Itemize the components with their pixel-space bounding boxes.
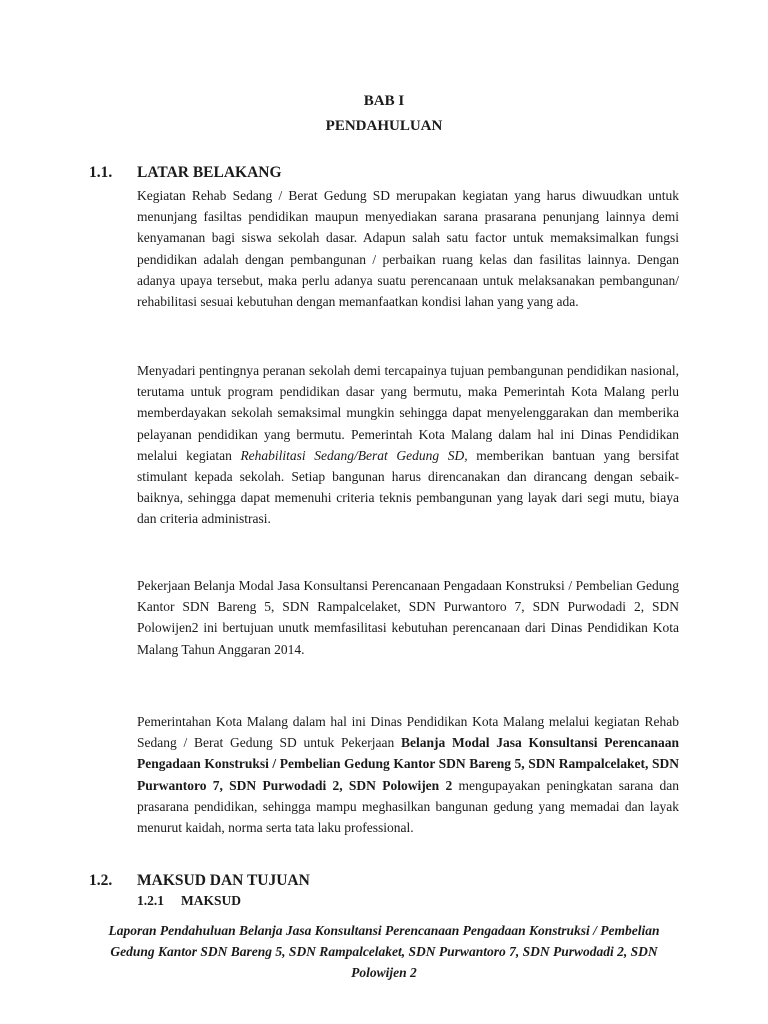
paragraph-2-italic: Rehabilitasi Sedang/Berat Gedung SD, [240, 447, 468, 463]
section-title: LATAR BELAKANG [137, 164, 282, 181]
paragraph-4-text-b: mengupayakan peningkatan sarana dan prasarana pendidikan, sehingga mampu meghasilkan bangunan gedung yang memadai dan layak menurut kaidah, norma serta tata laku professional. [137, 777, 679, 836]
chapter-title: PENDAHULUAN [325, 118, 443, 134]
paragraph-4-text-a: Pemerintahan Kota Malang dalam hal ini Dinas Pendidikan Kota Malang melalui kegiatan Rehab Sedang / Berat Gedung SD untuk Pekerjaan [137, 714, 679, 751]
section-heading-maksud-tujuan [89, 872, 310, 890]
section-number: 1.2. [89, 872, 113, 889]
section-title: MAKSUD DAN TUJUAN [137, 872, 310, 889]
paragraph-2-text-a: Menyadari pentingnya peranan sekolah demi tercapainya tujuan pembangunan pendidikan nasional, terutama untuk program pendidikan dasar yang bermutu, maka Pemerintah Kota Malang perlu memberdayakan sekolah semaksimal mungkin sehingga dapat menyelenggarakan dan memberika pelayanan pendidikan yang bermutu. Pemerintah Kota Malang dalam hal ini Dinas Pendidikan melalui kegiatan [137, 363, 679, 463]
section-heading-latar-belakang [89, 164, 282, 182]
section-number: 1.1. [89, 164, 113, 181]
paragraph-1: Kegiatan Rehab Sedang / Berat Gedung SD merupakan kegiatan yang harus diwuudkan untuk menunjang fasiltas pendidikan maupun menyediakan sarana prasarana penunjang lainnya demi kenyamanan bagi siswa sekolah dasar. Adapun salah satu factor untuk memaksimalkan fungsi pendidikan adalah dengan pembangunan / perbaikan ruang kelas dan fasilitas lainnya. Dengan adanya upaya tersebut, maka perlu adanya suatu perencanaan untuk melaksanakan pembangunan/ rehabilitasi sesuai kebutuhan dengan memanfaatkan kondisi lahan yang yang ada. [137, 188, 679, 310]
subsection-title: MAKSUD [181, 893, 241, 908]
subsection-number: 1.2.1 [137, 893, 164, 908]
paragraph-4 [137, 711, 679, 838]
paragraph-3: Pekerjaan Belanja Modal Jasa Konsultansi Perencanaan Pengadaan Konstruksi / Pembelian Gedung Kantor SDN Bareng 5, SDN Rampalcelaket, SDN Purwantoro 7, SDN Purwodadi 2, SDN Polowijen2 ini bertujuan unutk memfasilitasi kebutuhan perencanaan dari Dinas Pendidikan Kota Malang Tahun Anggaran 2014. [137, 578, 679, 657]
page-footer: Laporan Pendahuluan Belanja Jasa Konsultansi Perencanaan Pengadaan Konstruksi / Pembelian Gedung Kantor SDN Bareng 5, SDN Rampalcelaket, SDN Purwantoro 7, SDN Purwodadi 2, SDN Polowijen 2 [108, 923, 660, 980]
chapter-label: BAB I [363, 93, 405, 109]
paragraph-4-bold: Belanja Modal Jasa Konsultansi Perencanaan Pengadaan Konstruksi / Pembelian Gedung Kantor SDN Bareng 5, SDN Rampalcelaket, SDN Purwantoro 7, SDN Purwodadi 2, SDN Polowijen 2 [137, 735, 680, 793]
subsection-heading-maksud [137, 893, 241, 909]
paragraph-2-text-b: memberikan bantuan yang bersifat stimulant kepada sekolah. Setiap bangunan harus direncanakan dan dirancang dengan sebaik-baiknya, sehingga dapat memenuhi criteria teknis pembangunan yang layak dari segi mutu, biaya dan criteria administrasi. [137, 447, 679, 527]
paragraph-2 [137, 360, 679, 530]
